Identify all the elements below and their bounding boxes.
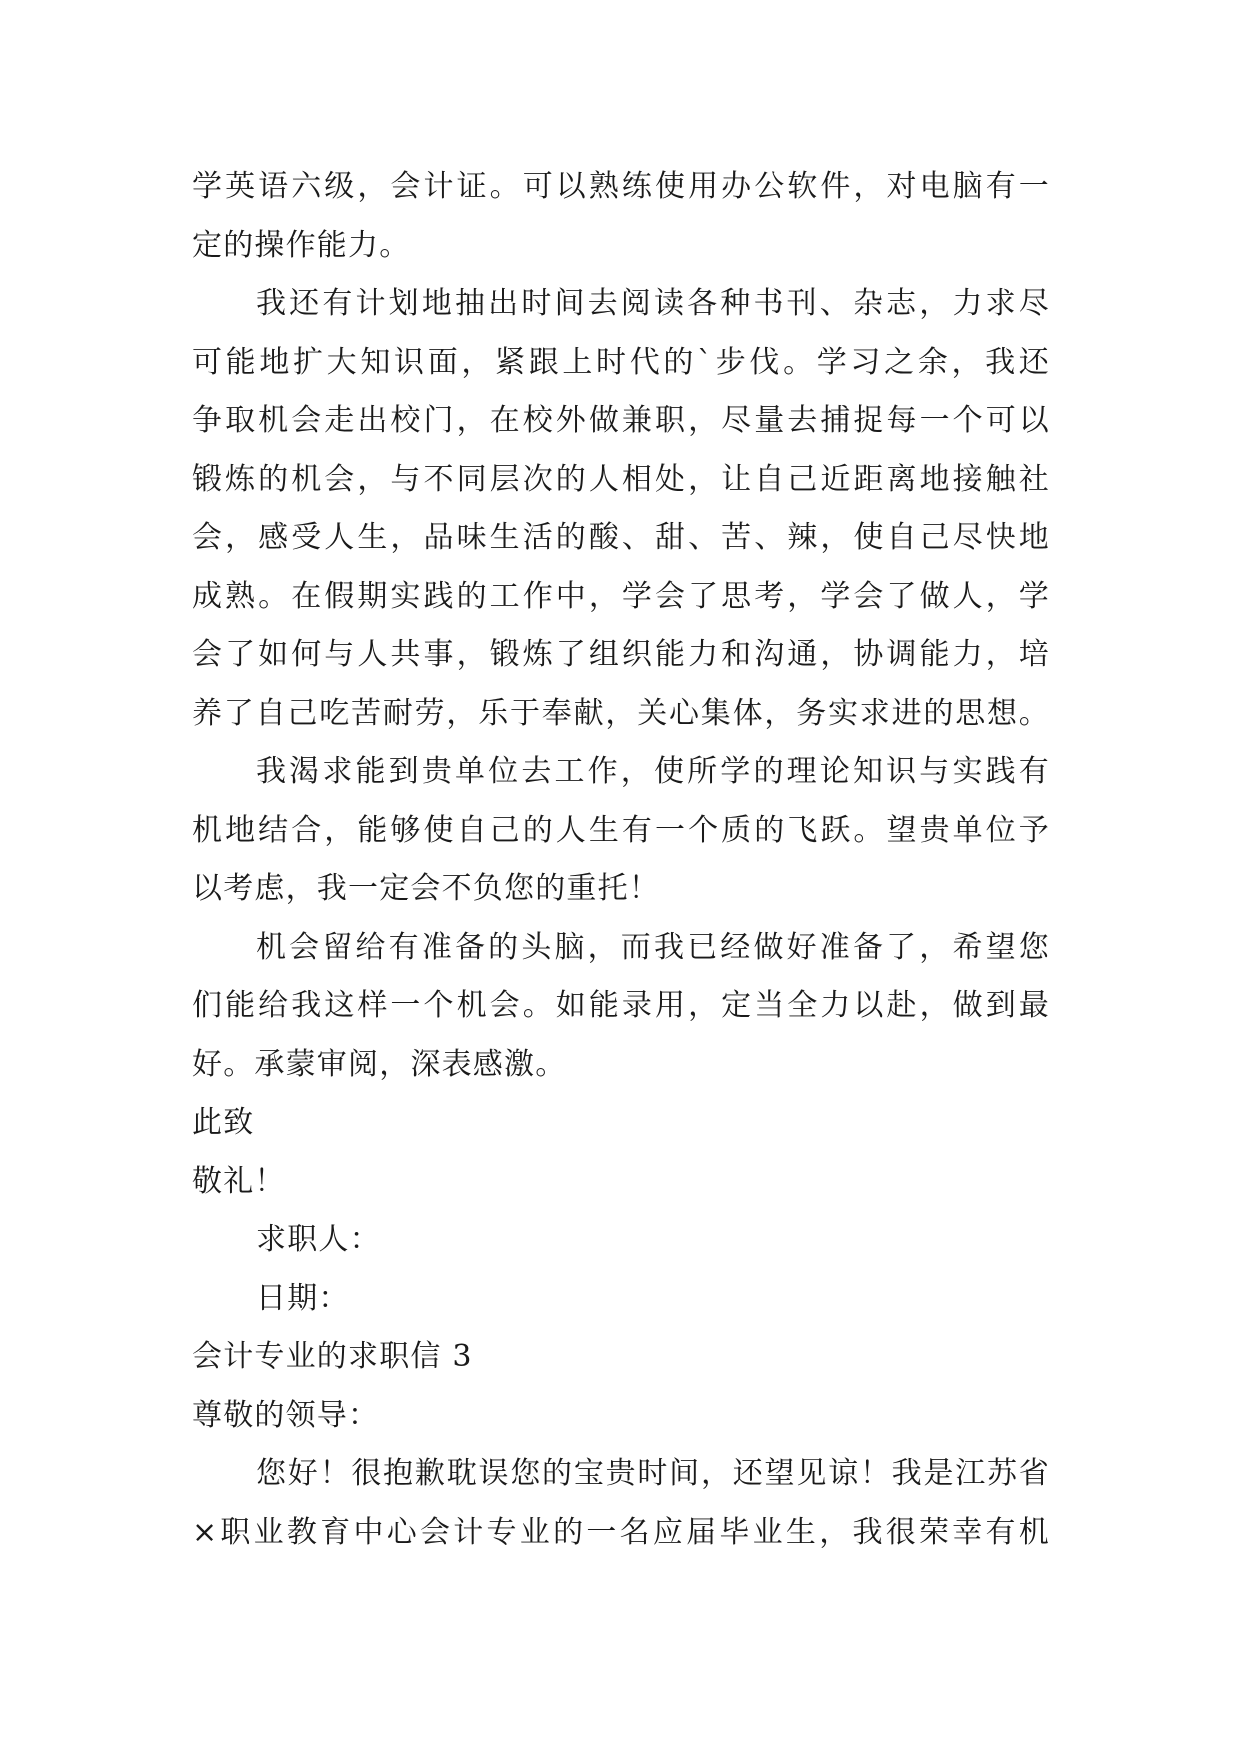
text-line: 学英语六级，会计证。可以熟练使用办公软件，对电脑有一 (192, 169, 1050, 204)
text-line: 会，感受人生，品味生活的酸、甜、苦、辣，使自己尽快地 (192, 520, 1050, 555)
text-line: 好。承蒙审阅，深表感激。 (192, 1046, 567, 1082)
text-line: 们能给我这样一个机会。如能录用，定当全力以赴，做到最 (192, 988, 1050, 1023)
text-line: 此致 (192, 1105, 255, 1140)
text-line: 您好！很抱歉耽误您的宝贵时间，还望见谅！我是江苏省 (256, 1456, 1050, 1491)
text-line: 会计专业的求职信 3 (192, 1339, 473, 1374)
text-line: 以考虑，我一定会不负您的重托！ (192, 871, 660, 906)
text-line: 机地结合，能够使自己的人生有一个质的飞跃。望贵单位予 (192, 812, 1050, 848)
text-line: 会了如何与人共事，锻炼了组织能力和沟通，协调能力，培 (192, 637, 1050, 672)
text-line: 求职人： (256, 1222, 381, 1257)
text-line: 成熟。在假期实践的工作中，学会了思考，学会了做人，学 (192, 578, 1050, 614)
text-line: 机会留给有准备的头脑，而我已经做好准备了，希望您 (256, 929, 1050, 965)
text-line: 敬礼！ (192, 1163, 286, 1199)
text-line: 尊敬的领导： (192, 1397, 380, 1433)
text-line: 日期： (256, 1280, 350, 1316)
text-line: ×职业教育中心会计专业的一名应届毕业生，我很荣幸有机 (192, 1514, 1050, 1550)
text-line: 定的操作能力。 (192, 227, 411, 263)
text-line: 争取机会走出校门，在校外做兼职，尽量去捕捉每一个可以 (192, 403, 1050, 438)
text-line: 锻炼的机会，与不同层次的人相处，让自己近距离地接触社 (192, 461, 1050, 497)
text-line: 我还有计划地抽出时间去阅读各种书刊、杂志，力求尽 (256, 286, 1050, 321)
letter-body (192, 158, 1050, 1562)
text-line: 养了自己吃苦耐劳，乐于奉献，关心集体，务实求进的思想。 (192, 695, 1050, 731)
text-line: 我渴求能到贵单位去工作，使所学的理论知识与实践有 (256, 754, 1050, 789)
text-line: 可能地扩大知识面，紧跟上时代的`步伐。学习之余，我还 (192, 344, 1050, 380)
